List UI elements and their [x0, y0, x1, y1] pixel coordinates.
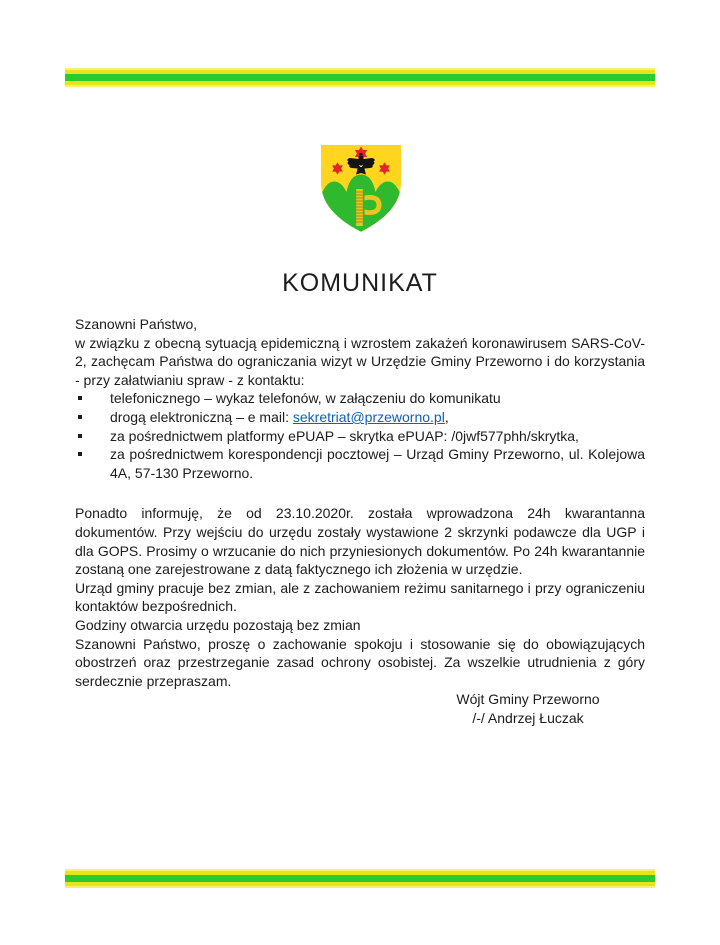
- paragraph-intro: w związku z obecną sytuacją epidemiczną i wzrostem zakażeń koronawirusem SARS-CoV-2, zachęcam Państwa do ograniczania wizyt w Urzędzie Gminy Przeworno i do korzystania - przy załatwianiu spraw - z kontaktu:: [75, 334, 645, 388]
- bar-stripe-yellow-light: [65, 886, 655, 888]
- letter-body: [75, 315, 645, 727]
- page-title: KOMUNIKAT: [282, 269, 438, 297]
- email-link[interactable]: sekretriat@przeworno.pl: [292, 408, 445, 425]
- list-item-phone: [75, 389, 645, 408]
- decorative-bar-top: [65, 68, 655, 87]
- paragraph-office-hours-1: Urząd gminy pracuje bez zmian, ale z zachowaniem reżimu sanitarnego i przy ograniczeniu kontaktów bezpośrednich.: [75, 579, 645, 615]
- list-item-text: za pośrednictwem korespondencji pocztowej – Urząd Gminy Przeworno, ul. Kolejowa 4A, 57-130 Przeworno.: [110, 446, 645, 481]
- coat-of-arms-icon: [320, 144, 402, 233]
- bar-stripe-yellow-light: [65, 85, 655, 87]
- bar-stripe-green: [65, 875, 655, 882]
- list-item-email: [75, 408, 645, 427]
- contact-list: [75, 389, 645, 482]
- list-item-post: [75, 445, 645, 482]
- paragraph-quarantine: Ponadto informuję, że od 23.10.2020r. została wprowadzona 24h kwarantanna dokumentów. Przy wejściu do urzędu zostały wystawione 2 skrzynki podawcze dla UGP i dla GOPS. Prosimy o wrzucanie do nich przyniesionych dokumentów. Po 24h kwarantannie zostaną one zarejestrowane z datą faktycznego ich złożenia w urzędzie.: [75, 505, 645, 578]
- paragraph-salutation: Szanowni Państwo,: [75, 316, 198, 332]
- list-item-text: drogą elektroniczną – e mail:: [110, 408, 293, 425]
- bar-stripe-green: [65, 74, 655, 81]
- list-item-text: za pośrednictwem platformy ePUAP – skrytka ePUAP: /0jwf577phh/skrytka,: [110, 427, 579, 444]
- list-item-text: ,: [444, 408, 449, 425]
- signature-name: /-/ Andrzej Łuczak: [472, 709, 584, 726]
- paragraph-office-hours-2: Godziny otwarcia urzędu pozostają bez zmian: [75, 616, 361, 633]
- paragraph-apology: Szanowni Państwo, proszę o zachowanie spokoju i stosowanie się do obowiązujących obostrzeń oraz przestrzeganie zasad ochrony osobistej. Za wszelkie utrudnienia z góry serdecznie przepraszam.: [75, 635, 645, 689]
- list-item-epuap: [75, 427, 645, 446]
- decorative-bar-bottom: [65, 869, 655, 888]
- list-item-text: telefonicznego – wykaz telefonów, w załączeniu do komunikatu: [110, 390, 501, 407]
- signature-block: [411, 690, 645, 727]
- signature-title: Wójt Gminy Przeworno: [456, 691, 600, 708]
